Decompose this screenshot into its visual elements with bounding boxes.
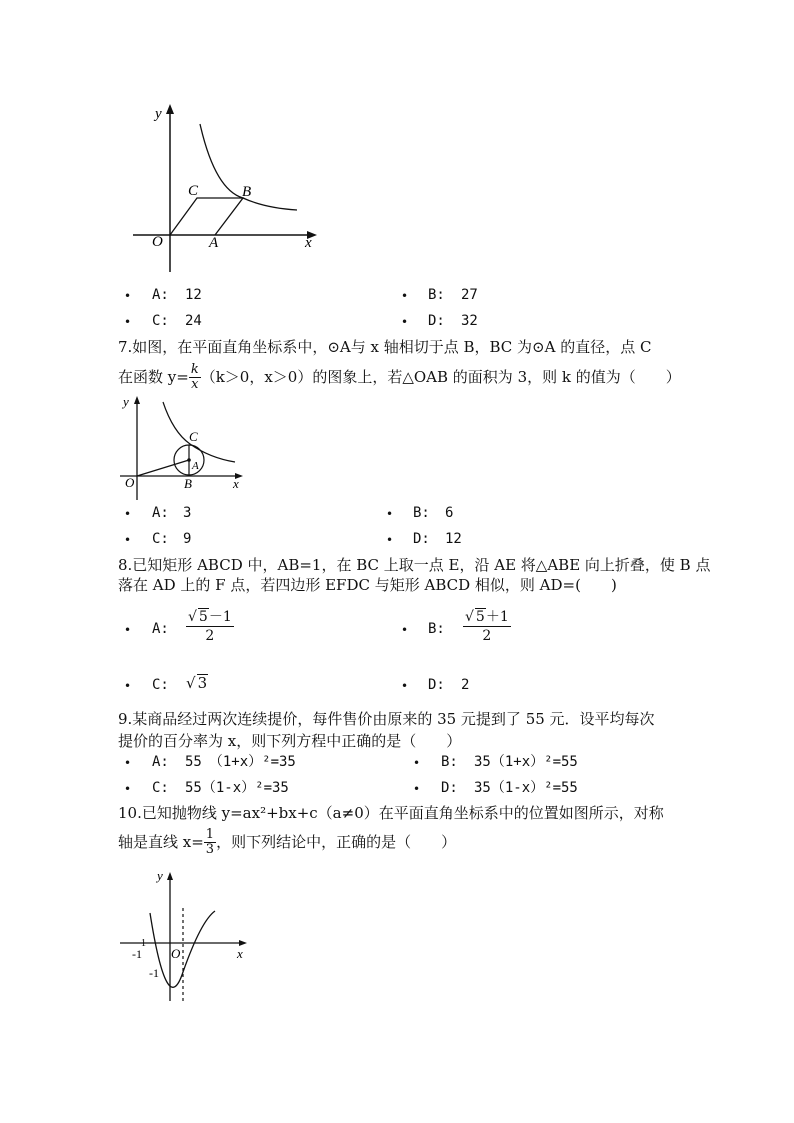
parallelogram-oabc — [170, 198, 243, 235]
q8-option-a-letter: A: — [152, 621, 169, 637]
q9-option-c-value[interactable]: 55（1-x）²=35 — [185, 780, 289, 796]
bullet: • — [124, 623, 132, 637]
q6-option-a-letter: A: — [152, 287, 169, 303]
q9-option-a-value[interactable]: 55 （1+x）²=35 — [185, 754, 296, 770]
q6-option-d-value[interactable]: 32 — [461, 313, 478, 329]
point-c-label: C — [188, 183, 199, 199]
figure-q10 — [115, 866, 255, 1006]
q8-option-d-value[interactable]: 2 — [461, 677, 470, 693]
y-axis-arrow — [167, 872, 173, 880]
q7-text-line1: 7.如图，在平面直角坐标系中，⊙A与 x 轴相切于点 B，BC 为⊙A 的直径，点 C — [118, 338, 652, 356]
origin-label: O — [171, 946, 181, 961]
x-label: x — [305, 235, 312, 251]
bullet: • — [124, 315, 132, 329]
q8-option-c-value[interactable]: √ 3 — [186, 674, 208, 692]
q9-text-line1: 9.某商品经过两次连续提价，每件售价由原来的 35 元提到了 55 元．设平均每次 — [118, 710, 655, 728]
point-c-label: C — [189, 429, 198, 444]
q8-a-sqrt-radicand: 5 — [198, 609, 208, 625]
q6-option-b-letter: B: — [428, 287, 445, 303]
q7-option-d-letter: D: — [413, 531, 430, 547]
q6-option-d-letter: D: — [428, 313, 445, 329]
bullet: • — [401, 623, 409, 637]
q9-text-line2: 提价的百分率为 x，则下列方程中正确的是（ ） — [118, 732, 462, 750]
q9-option-c-letter: C: — [152, 780, 169, 796]
q7-option-c-value[interactable]: 9 — [183, 531, 192, 547]
q7-frac-num: k — [190, 361, 199, 377]
bullet: • — [413, 756, 421, 770]
q10-fraction-one-third — [204, 828, 216, 857]
q7-option-b-value[interactable]: 6 — [445, 505, 454, 521]
q8-b-sqrt-radicand: 5 — [475, 609, 485, 625]
origin-label: O — [152, 234, 163, 250]
q10-line2-post: ，则下列结论中，正确的是（ ） — [216, 833, 457, 851]
q7-option-a-letter: A: — [152, 505, 169, 521]
q10-frac-den: 3 — [205, 841, 215, 857]
bullet: • — [386, 507, 394, 521]
y-label: y — [123, 394, 129, 409]
figure-q7 — [115, 392, 250, 504]
q8-c-sqrt-radicand: 3 — [197, 674, 208, 692]
q8-a-num-rest: －1 — [208, 609, 232, 625]
q8-option-b-value[interactable]: $\frac{√ 5+1}{2}$ — [465, 609, 509, 644]
q7-option-a-value[interactable]: 3 — [183, 505, 192, 521]
bullet: • — [124, 533, 132, 547]
q7-frac-den: x — [191, 376, 199, 392]
y-label: y — [157, 868, 163, 883]
q10-text-line1: 10.已知抛物线 y=ax²+bx+c（a≠0）在平面直角坐标系中的位置如图所示，对称 — [118, 804, 664, 822]
y-axis-arrow — [166, 104, 174, 114]
bullet: • — [401, 315, 409, 329]
q9-option-b-value[interactable]: 35（1+x）²=55 — [474, 754, 578, 770]
q8-option-b-letter: B: — [428, 621, 445, 637]
q7-option-c-letter: C: — [152, 531, 169, 547]
point-a-label: A — [209, 235, 219, 251]
q9-option-b-letter: B: — [441, 754, 458, 770]
x-label: x — [237, 946, 243, 961]
point-a-label: A — [192, 460, 199, 472]
q9-option-a-letter: A: — [152, 754, 169, 770]
q8-text-line1: 8.已知矩形 ABCD 中，AB=1，在 BC 上取一点 E，沿 AE 将△ABE 向上折叠，使 B 点 — [118, 556, 711, 574]
q9-option-d-letter: D: — [441, 780, 458, 796]
q10-text-line2 — [118, 825, 456, 859]
q10-frac-num: 1 — [205, 826, 215, 842]
y-axis-arrow — [134, 396, 140, 404]
q6-option-c-letter: C: — [152, 313, 169, 329]
bullet: • — [124, 679, 132, 693]
bullet: • — [124, 507, 132, 521]
q7-fraction-k-over-x — [189, 363, 201, 392]
bullet: • — [386, 533, 394, 547]
q8-option-d-letter: D: — [428, 677, 445, 693]
neg-one-y-tick: -1 — [149, 966, 159, 980]
q7-line2-post: （k＞0，x＞0）的图象上，若△OAB 的面积为 3，则 k 的值为（ ） — [200, 368, 681, 386]
q8-text-line2: 落在 AD 上的 F 点，若四边形 EFDC 与矩形 ABCD 相似，则 AD=( ) — [118, 576, 617, 594]
q7-option-d-value[interactable]: 12 — [445, 531, 462, 547]
origin-label: O — [125, 475, 135, 490]
point-b-label: B — [184, 476, 192, 491]
point-b-label: B — [242, 184, 252, 200]
bullet: • — [124, 782, 132, 796]
q6-option-b-value[interactable]: 27 — [461, 287, 478, 303]
q7-line2-pre: 在函数 y= — [118, 368, 189, 386]
bullet: • — [124, 756, 132, 770]
bullet: • — [413, 782, 421, 796]
q8-a-den: 2 — [205, 628, 215, 644]
hyperbola-curve — [163, 402, 235, 462]
q9-option-d-value[interactable]: 35（1-x）²=55 — [474, 780, 578, 796]
bullet: • — [124, 289, 132, 303]
neg-one-x-tick-top: 1 — [141, 938, 146, 949]
q6-option-a-value[interactable]: 12 — [185, 287, 202, 303]
q7-option-b-letter: B: — [413, 505, 430, 521]
segment-oa — [137, 460, 189, 476]
y-label: y — [155, 106, 162, 122]
q8-b-num-rest: ＋1 — [485, 609, 509, 625]
q6-option-c-value[interactable]: 24 — [185, 313, 202, 329]
q8-option-c-letter: C: — [152, 677, 169, 693]
q10-line2-pre: 轴是直线 x= — [118, 833, 204, 851]
bullet: • — [401, 679, 409, 693]
x-label: x — [233, 476, 239, 491]
q8-option-a-value[interactable]: $\frac{√ 5-1}{2}$ — [188, 609, 232, 644]
neg-one-x-tick: -1 — [132, 947, 142, 961]
q7-text-line2 — [118, 360, 681, 394]
center-a-dot — [187, 458, 191, 462]
figure-q6 — [125, 100, 325, 278]
q8-b-den: 2 — [482, 628, 492, 644]
bullet: • — [401, 289, 409, 303]
